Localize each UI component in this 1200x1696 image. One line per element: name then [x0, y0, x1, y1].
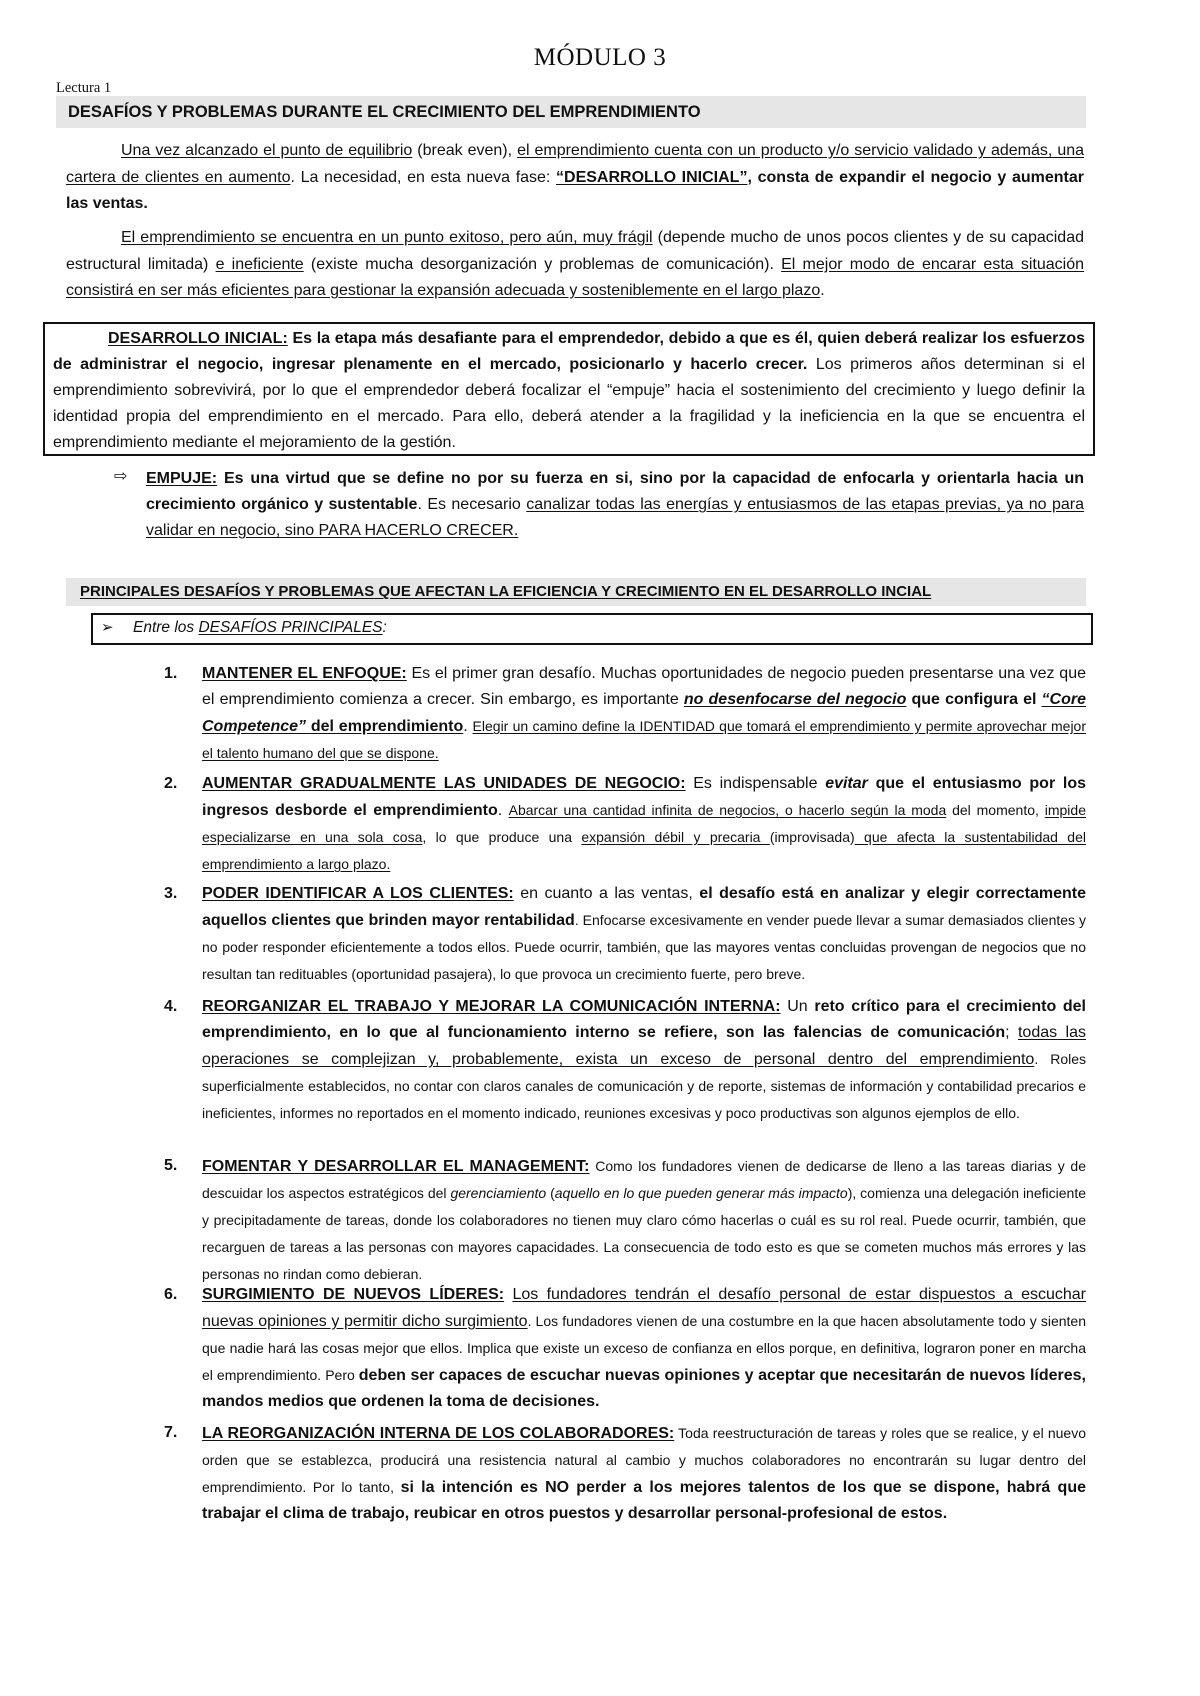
desafios-principales-label: Entre los DESAFÍOS PRINCIPALES: — [133, 619, 387, 636]
desarrollo-inicial-box — [43, 322, 1095, 456]
reading-label: Lectura 1 — [56, 80, 112, 96]
section-heading-2 — [66, 578, 1086, 606]
paragraph-2: El emprendimiento se encuentra en un punto exitoso, pero aún, muy frágil (depende mucho de unos pocos clientes y de su capacidad estructural limitada) e ineficiente (existe mucha desorganización y problemas de comunicación). El mejor modo de encarar esta situación consistirá en ser más eficientes para gestionar la expansión adecuada y sosteniblemente en el largo plazo. — [66, 229, 1085, 299]
empuje-paragraph: EMPUJE: Es una virtud que se define no por su fuerza en si, sino por la capacidad de enfocarla y orientarla hacia un crecimiento orgánico y sustentable. Es necesario canalizar todas las energías y entusiasmos de las etapas previas, ya no para validar en negocio, sino PARA HACERLO CRECER. — [146, 470, 1085, 539]
desarrollo-inicial-text: DESARROLLO INICIAL: Es la etapa más desafiante para el emprendedor, debido a que es él, quien deberá realizar los esfuerzos de administrar el negocio, ingresar plenamente en el mercado, posicionarlo y hacerlo crecer. Los primeros años determinan si el emprendimiento sobrevivirá, por lo que el emprendedor deberá focalizar el “empuje” hacia el sostenimiento del crecimiento y luego definir la identidad propia del emprendimiento en el mercado. Para ello, deberá atender a la fragilidad y la ineficiencia en la que se encuentra el emprendimiento mediante el mejoramiento de la gestión. — [53, 330, 1086, 451]
empuje-arrow-icon: ⇨ — [114, 468, 128, 485]
section-heading-1-text: DESAFÍOS Y PROBLEMAS DURANTE EL CRECIMIENTO DEL EMPRENDIMIENTO — [68, 103, 701, 121]
desafios-principales-box — [91, 613, 1093, 645]
paragraph-1: Una vez alcanzado el punto de equilibrio (break even), el emprendimiento cuenta con un producto y/o servicio validado y además, una cartera de clientes en aumento. La necesidad, en esta nueva fase: “DESARROLLO INICIAL”, consta de expandir el negocio y aumentar las ventas. — [66, 142, 1085, 212]
section-heading-2-text: PRINCIPALES DESAFÍOS Y PROBLEMAS QUE AFECTAN LA EFICIENCIA Y CRECIMIENTO EN EL DESARROLLO INCIAL — [80, 583, 932, 600]
page-title: MÓDULO 3 — [533, 44, 667, 71]
desafios-arrow-icon: ➢ — [101, 619, 114, 636]
document-page: MÓDULO 3 Lectura 1 DESAFÍOS Y PROBLEMAS DURANTE EL CRECIMIENTO DEL EMPRENDIMIENTO Una vez alcanzado el punto de equilibrio (break even), el emprendimiento cuenta con un producto y/o servicio validado y además, una cartera de clientes en aumento. La necesidad, en esta nueva fase: “DESARROLLO INICIAL”, consta de expandir el negocio y aumentar las ventas. El emprendimiento se encuentra en un punto exitoso, pero aún, muy frágil (depende mucho de unos pocos clientes y de su capacidad estructural limitada) e ineficiente (existe mucha desorganización y problemas de comunicación). El mejor modo de encarar esta situación consistirá en ser más eficientes para gestionar la expansión adecuada y sosteniblemente en el largo plazo. DESARROLLO INICIAL: Es la etapa más desafiante para el emprendedor, debido a que es él, quien deberá realizar los esfuerzos de administrar el negocio, ingresar plenamente en el mercado, posicionarlo y hacerlo crecer. Los primeros años determinan si el emprendimiento sobrevivirá, por lo que el emprendedor deberá focalizar el “empuje” hacia el sostenimiento del crecimiento y luego definir la identidad propia del emprendimiento en el mercado. Para ello, deberá atender a la fragilidad y la ineficiencia en la que se encuentra el emprendimiento mediante el mejoramiento de la gestión. ⇨ EMPUJE: Es una virtud que se define no por su fuerza en si, sino por la capacidad de enfocarla y orientarla hacia un crecimiento orgánico y sustentable. Es necesario canalizar todas las energías y entusiasmos de las etapas previas, ya no para validar en negocio, sino PARA HACERLO CRECER. PRINCIPALES DESAFÍOS Y PROBLEMAS QUE AFECTAN LA EFICIENCIA Y CRECIMIENTO EN EL DESARROLLO INCIAL ➢ Entre los DESAFÍOS PRINCIPALES: 1. MANTENER EL ENFOQUE: Es el primer gran desafío. Muchas oportunidades de negocio pueden presentarse una vez que el emprendimiento comienza a crecer. Sin embargo, es importante no desenfocarse del negocio que configura el “Core Competence” del emprendimiento. Elegir un camino define la IDENTIDAD que tomará el emprendimiento y permite aprovechar mejor el talento humano del que se dispone. 2. AUMENTAR GRADUALMENTE LAS UNIDADES DE NEGOCIO: Es indispensable evitar que el entusiasmo por los ingresos desborde el emprendimiento. Abarcar una cantidad infinita de negocios, o hacerlo según la moda del momento, impide especializarse en una sola cosa, lo que produce una expansión débil y precaria (improvisada) que afecta la sustentabilidad del emprendimiento a largo plazo. 3. PODER IDENTIFICAR A LOS CLIENTES: en cuanto a las ventas, el desafío está en analizar y elegir correctamente aquellos clientes que brinden mayor rentabilidad. Enfocarse excesivamente en vender puede llevar a sumar demasiados clientes y no poder responder eficientemente a todos ellos. Puede ocurrir, también, que las mayores ventas concluidas provengan de negocios que no resultan tan redituables (oportunidad pasajera), lo que provoca un crecimiento fuerte, pero breve. 4. REORGANIZAR EL TRABAJO Y MEJORAR LA COMUNICACIÓN INTERNA: Un reto crítico para el crecimiento del emprendimiento, en lo que al funcionamiento interno se refiere, son las falencias de comunicación; todas las operaciones se complejizan y, probablemente, exista un exceso de personal dentro del emprendimiento. Roles superficialmente establecidos, no contar con claros canales de comunicación y de reporte, sistemas de información y contabilidad precarios e ineficientes, informes no reportados en el momento indicado, reuniones excesivas y poco productivas son algunos ejemplos de ello. 5. FOMENTAR Y DESARROLLAR EL MANAGEMENT: Como los fundadores vienen de dedicarse de lleno a las tareas diarias y de descuidar los aspectos estratégicos del gerenciamiento (aquello en lo que pueden generar más impacto), comienza una delegación ineficiente y precipitadamente de tareas, donde los colaboradores no tienen muy claro cómo hacerlas o cuál es su rol real. Puede ocurrir, también, que recarguen de tareas a las personas con mayores capacidades. La consecuencia de todo esto es que se cometen muchos más errores y las personas no rindan como debieran. 6. SURGIMIENTO DE NUEVOS LÍDERES: Los fundadores tendrán el desafío personal de estar dispuestos a escuchar nuevas opiniones y permitir dicho surgimiento. Los fundadores vienen de una costumbre en la que hacen absolutamente todo y sienten que nadie hará las cosas mejor que ellos. Implica que existe un exceso de confianza en ellos porque, en definitiva, lograron poner en marcha el emprendimiento. Pero deben ser capaces de escuchar nuevas opiniones y aceptar que necesitarán de nuevos líderes, mandos medios que ordenen la toma de decisiones. 7. LA REORGANIZACIÓN INTERNA DE LOS COLABORADORES: Toda reestructuración de tareas y roles que se realice, y el nuevo orden que se establezca, producirá una resistencia natural al cambio y muchos colaboradores no encontrarán su lugar dentro del emprendimiento. Por lo tanto, si la intención es NO perder a los mejores talentos de los que se dispone, habrá que trabajar el clima de trabajo, reubicar en otros puestos y desarrollar personal-profesional de estos. — [0, 0, 1200, 1696]
section-heading-1 — [56, 96, 1086, 128]
